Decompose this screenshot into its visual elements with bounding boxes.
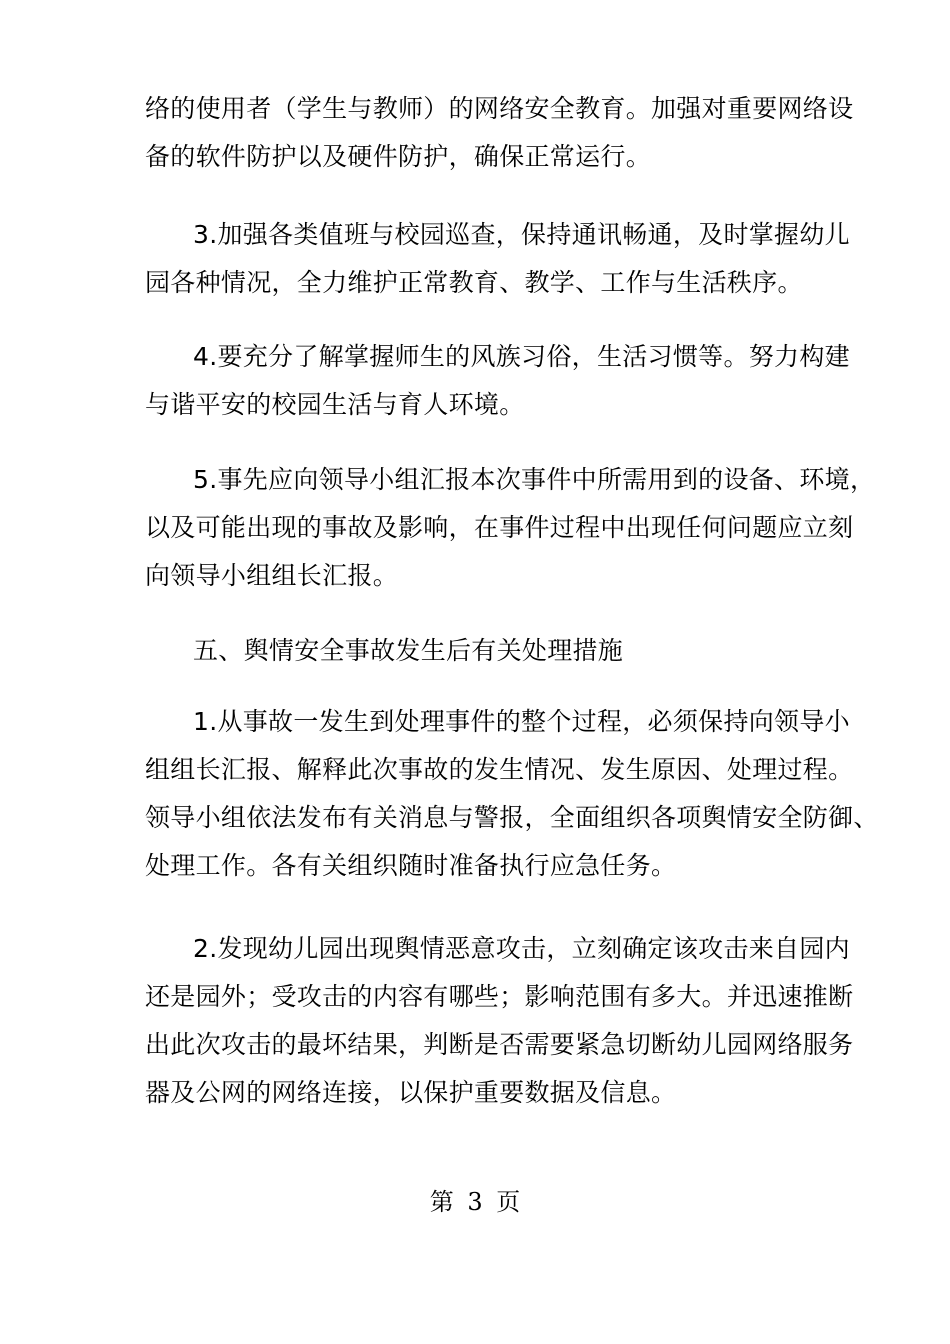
text-line: 5.事先应向领导小组汇报本次事件中所需用到的设备、环境， (193, 465, 876, 494)
text-line: 与谐平安的校园生活与育人环境。 (145, 390, 525, 419)
text-line: 出此次攻击的最坏结果，判断是否需要紧急切断幼儿园网络服务 (145, 1030, 854, 1059)
text-line: 以及可能出现的事故及影响，在事件过程中出现任何问题应立刻 (145, 513, 854, 542)
text-line: 还是园外；受攻击的内容有哪些；影响范围有多大。并迅速推断 (145, 982, 854, 1011)
paragraph-item-5 (145, 456, 876, 600)
text-line: 1.从事故一发生到处理事件的整个过程，必须保持向领导小 (193, 707, 850, 736)
text-line: 备的软件防护以及硬件防护，确保正常运行。 (145, 142, 652, 171)
text-line: 向领导小组组长汇报。 (145, 561, 399, 590)
text-line: 处理工作。各有关组织随时准备执行应急任务。 (145, 851, 677, 880)
paragraph-item-4 (145, 333, 850, 429)
text-line: 器及公网的网络连接，以保护重要数据及信息。 (145, 1078, 677, 1107)
paragraph-network-security-education (145, 85, 854, 181)
paragraph-handling-item-2 (145, 925, 854, 1117)
text-line: 组组长汇报、解释此次事故的发生情况、发生原因、处理过程。 (145, 755, 854, 784)
section-heading-5 (145, 627, 815, 675)
heading-text: 五、舆情安全事故发生后有关处理措施 (193, 636, 624, 665)
text-line: 领导小组依法发布有关消息与警报，全面组织各项舆情安全防御、 (145, 803, 879, 832)
text-line: 3.加强各类值班与校园巡查，保持通讯畅通，及时掌握幼儿 (193, 220, 850, 249)
text-line: 络的使用者（学生与教师）的网络安全教育。加强对重要网络设 (145, 94, 854, 123)
page-number-footer: 第 3 页 (429, 1188, 521, 1216)
paragraph-item-3 (145, 211, 850, 307)
text-line: 4.要充分了解掌握师生的风族习俗，生活习惯等。努力构建 (193, 342, 850, 371)
paragraph-handling-item-1 (145, 698, 879, 890)
text-line: 园各种情况，全力维护正常教育、教学、工作与生活秩序。 (145, 268, 803, 297)
text-line: 2.发现幼儿园出现舆情恶意攻击，立刻确定该攻击来自园内 (193, 934, 850, 963)
